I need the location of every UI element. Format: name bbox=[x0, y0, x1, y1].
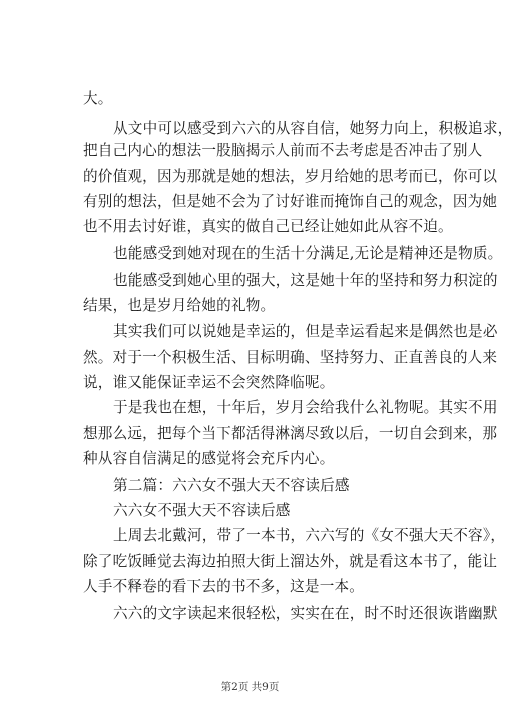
text-line: 想那么远，把每个当下都活得淋漓尽致以后，一切自会到来，那 bbox=[83, 425, 498, 442]
paragraph-first-line: 从文中可以感受到六六的从容自信，她努力向上，积极追求， bbox=[113, 120, 512, 137]
text-line: 大。 bbox=[83, 90, 113, 107]
text-line: 人手不释卷的看下去的书不多，这是一本。 bbox=[83, 578, 365, 595]
paragraph-first-line: 于是我也在想，十年后，岁月会给我什么礼物呢。其实不用 bbox=[113, 399, 498, 416]
text-line: 说，谁又能保证幸运不会突然降临呢。 bbox=[83, 374, 335, 391]
paragraph-first-line: 也能感受到她对现在的生活十分满足,无论是精神还是物质。 bbox=[113, 245, 503, 262]
paragraph-first-line: 其实我们可以说她是幸运的，但是幸运看起来是偶然也是必 bbox=[113, 323, 498, 340]
text-line: 有别的想法，但是她不会为了讨好谁而掩饰自己的观念，因为她 bbox=[83, 193, 498, 210]
paragraph-first-line: 六六的文字读起来很轻松，实实在在，时不时还很诙谐幽默 bbox=[113, 605, 498, 622]
text-line: 除了吃饭睡觉去海边拍照大街上溜达外，就是看这本书了，能让 bbox=[83, 553, 498, 570]
page-number-footer: 第2页 共9页 bbox=[220, 681, 280, 693]
article-title: 六六女不强大天不容读后感 bbox=[113, 502, 291, 519]
text-line: 然。对于一个积极生活、目标明确、坚持努力、正直善良的人来 bbox=[83, 349, 498, 366]
text-line: 结果，也是岁月给她的礼物。 bbox=[83, 297, 276, 314]
text-line: 也不用去讨好谁，真实的做自己已经让她如此从容不迫。 bbox=[83, 218, 453, 235]
paragraph-first-line: 上周去北戴河，带了一本书，六六写的《女不强大天不容》， bbox=[113, 527, 506, 544]
text-line: 的价值观，因为那就是她的想法，岁月给她的思考而已，你可以 bbox=[83, 168, 498, 185]
section-heading: 第二篇：六六女不强大天不容读后感 bbox=[113, 477, 350, 494]
paragraph-first-line: 也能感受到她心里的强大，这是她十年的坚持和努力积淀的 bbox=[113, 272, 498, 289]
text-line: 种从容自信满足的感觉将会充斥内心。 bbox=[83, 450, 335, 467]
text-line: 把自己内心的想法一股脑揭示人前而不去考虑是否冲击了别人 bbox=[83, 142, 483, 159]
